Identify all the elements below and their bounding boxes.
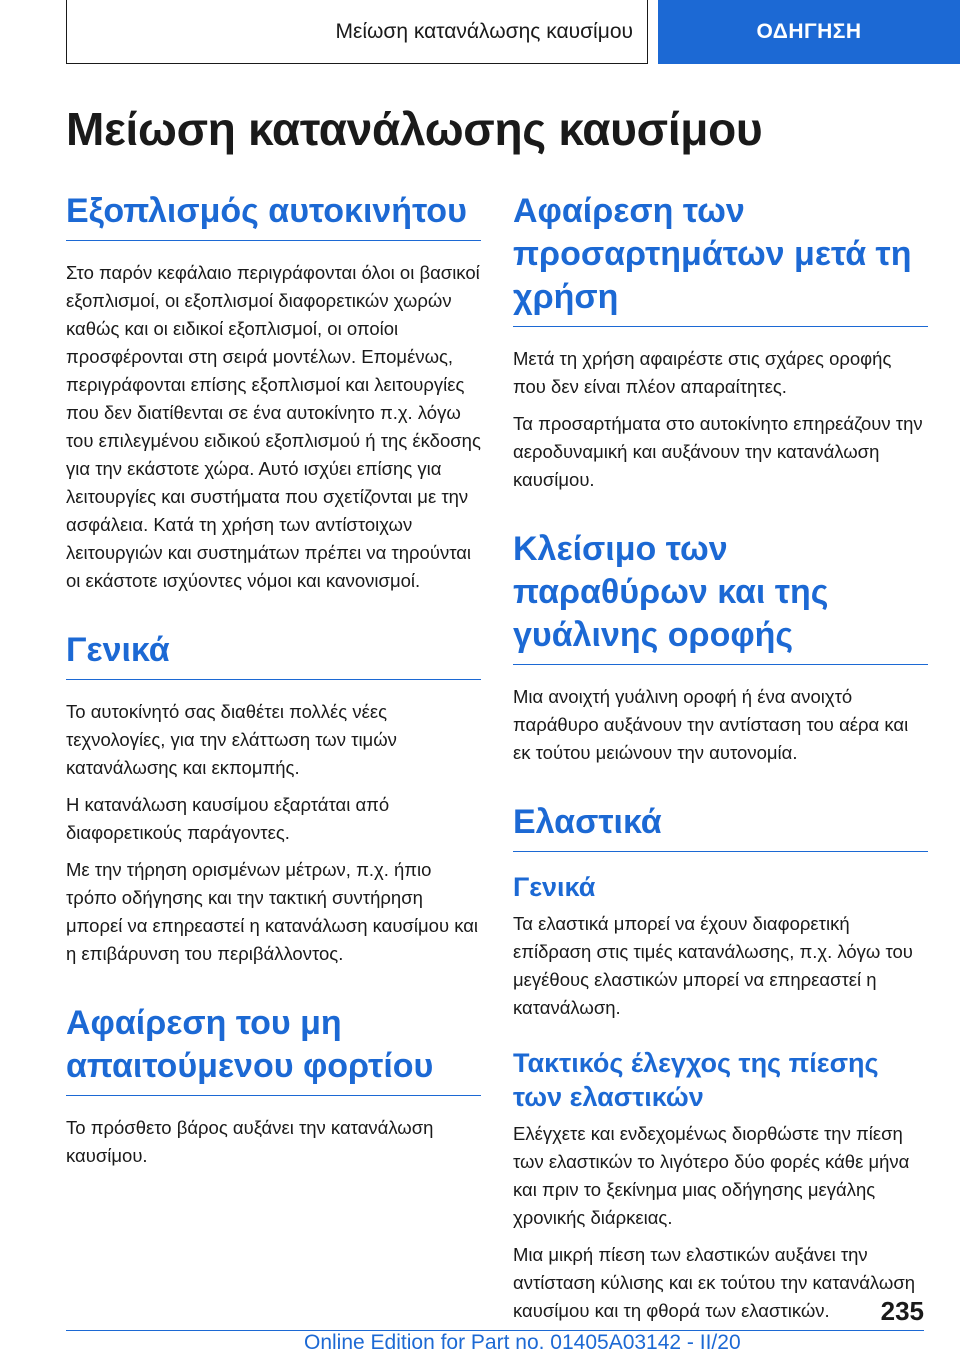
section-heading: Αφαίρεση του μη απαιτούμενου φορτίου <box>66 1002 481 1096</box>
chapter-title: Μείωση κατανάλωσης καυσίμου <box>335 19 633 43</box>
section-remove-load <box>66 1002 481 1170</box>
section-equipment <box>66 190 481 595</box>
paragraph: Τα προσαρτήματα στο αυτοκίνητο επηρεάζουν την αεροδυναμική και αυξάνουν την κατανάλωση καυσίμου. <box>513 413 923 490</box>
section-tyres <box>513 801 928 1325</box>
paragraph: Το πρόσθετο βάρος αυξάνει την κατανάλωση καυσίμου. <box>66 1117 434 1166</box>
left-column <box>66 190 481 1204</box>
paragraph: Μια μικρή πίεση των ελαστικών αυξάνει την αντίσταση κύλισης και εκ τούτου την κατανάλωση καυσίμου και τη φθορά των ελαστικών. <box>513 1244 916 1321</box>
right-column <box>513 190 928 1359</box>
section-general <box>66 629 481 968</box>
subsection-general <box>513 870 928 1022</box>
paragraph: Τα ελαστικά μπορεί να έχουν διαφορετική επίδραση στις τιμές κατανάλωσης, π.χ. λόγω του μεγέθους ελαστικών μπορεί να επηρεαστεί η κατανάλωση. <box>513 913 913 1018</box>
section-heading: Γενικά <box>66 629 481 680</box>
paragraph: Το αυτοκίνητό σας διαθέτει πολλές νέες τεχνολογίες, για την ελάττωση των τιμών κατανάλωσης και εκπομπής. <box>66 701 397 778</box>
paragraph: Η κατανάλωση καυσίμου εξαρτάται από διαφορετικούς παράγοντες. <box>66 794 390 843</box>
paragraph: Με την τήρηση ορισμένων μέτρων, π.χ. ήπιο τρόπο οδήγησης και την τακτική συντήρηση μπορεί να επηρεαστεί η κατανάλωση καυσίμου και η επιβάρυνση του περιβάλλοντος. <box>66 859 479 964</box>
section-remove-attachments <box>513 190 928 494</box>
paragraph: Μετά τη χρήση αφαιρέστε στις σχάρες οροφής που δεν είναι πλέον απαραίτητες. <box>513 348 892 397</box>
subsection-tyre-pressure <box>513 1046 928 1325</box>
footer-edition: Online Edition for Part no. 01405A03142 - II/20 <box>304 1331 741 1354</box>
section-heading: Κλείσιμο των παραθύρων και της γυάλινης οροφής <box>513 528 928 665</box>
paragraph: Μια ανοιχτή γυάλινη οροφή ή ένα ανοιχτό παράθυρο αυξάνουν την αντίσταση του αέρα και εκ τούτου μειώνουν την αυτονομία. <box>513 686 909 763</box>
section-heading: Αφαίρεση των προσαρτημάτων μετά τη χρήση <box>513 190 928 327</box>
section-heading: Ελαστικά <box>513 801 928 852</box>
page-title: Μείωση κατανάλωσης καυσίμου <box>66 103 763 155</box>
paragraph: Ελέγχετε και ενδεχομένως διορθώστε την πίεση των ελαστικών το λιγότερο δύο φορές κάθε μήνα και πριν το ξεκίνημα μιας οδήγησης μεγάλης χρονικής διάρκειας. <box>513 1123 910 1228</box>
section-tab-label: ΟΔΗΓΗΣΗ <box>756 20 862 43</box>
section-heading: Εξοπλισμός αυτοκινήτου <box>66 190 481 241</box>
paragraph: Στο παρόν κεφάλαιο περιγράφονται όλοι οι βασικοί εξοπλισμοί, οι εξοπλισμοί διαφορετικών χωρών καθώς και οι ειδικοί εξοπλισμοί, οι οποίοι προσφέρονται στη σειρά μοντέλων. Επομένως, περιγράφονται επίσης εξοπλισμοί και λειτουργίες που δεν διατίθενται σε ένα αυτοκίνητο π.χ. λόγω του επιλεγμένου ειδικού εξοπλισμού ή της έκδοσης για την εκάστοτε χώρα. Αυτό ισχύει επίσης για λειτουργίες και συστήματα που σχετίζονται με την ασφάλεια. Κατά τη χρήση των αντίστοιχων λειτουργιών και συστημάτων πρέπει να τηρούνται οι εκάστοτε ισχύοντες νόμοι και κανονισμοί. <box>66 262 481 591</box>
section-tab[interactable] <box>658 0 960 64</box>
subsection-heading: Γενικά <box>513 872 596 902</box>
running-header <box>66 0 648 64</box>
subsection-heading: Τακτικός έλεγχος της πίεσης των ελαστικών <box>513 1048 879 1112</box>
page-number: 235 <box>880 1296 924 1326</box>
section-close-windows <box>513 528 928 767</box>
